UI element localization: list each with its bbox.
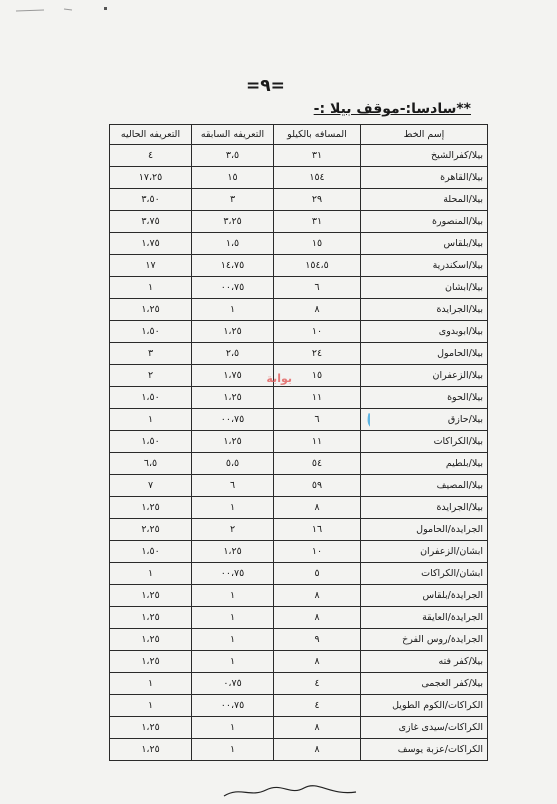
route-cell: الجرايدة/روس الفرخ bbox=[361, 629, 488, 651]
table-row bbox=[110, 519, 488, 541]
previous-fare-cell: ١ bbox=[192, 497, 274, 519]
route-cell: الجرايدة/الحامول bbox=[361, 519, 488, 541]
route-cell: بيلا/بلطيم bbox=[361, 453, 488, 475]
table-row bbox=[110, 497, 488, 519]
previous-fare-cell: ١٥ bbox=[192, 167, 274, 189]
current-fare-cell: ١ bbox=[110, 673, 192, 695]
current-fare-cell: ١،٥٠ bbox=[110, 541, 192, 563]
table-row bbox=[110, 255, 488, 277]
table-row bbox=[110, 563, 488, 585]
current-fare-cell: ١ bbox=[110, 409, 192, 431]
route-cell: بيلا/ابوبدوى bbox=[361, 321, 488, 343]
current-fare-cell: ١،٢٥ bbox=[110, 299, 192, 321]
table-row bbox=[110, 387, 488, 409]
distance-cell: ٣١ bbox=[274, 145, 361, 167]
current-fare-cell: ١،٢٥ bbox=[110, 717, 192, 739]
route-cell: بيلا/كفر العجمى bbox=[361, 673, 488, 695]
current-fare-cell: ١،٧٥ bbox=[110, 233, 192, 255]
route-cell: بيلا/الحوة bbox=[361, 387, 488, 409]
route-cell: بيلا/القاهرة bbox=[361, 167, 488, 189]
previous-fare-cell: ٠٠،٧٥ bbox=[192, 277, 274, 299]
current-fare-cell: ١،٢٥ bbox=[110, 651, 192, 673]
table-row bbox=[110, 717, 488, 739]
previous-fare-cell: ١،٢٥ bbox=[192, 541, 274, 563]
current-fare-cell: ٣،٥٠ bbox=[110, 189, 192, 211]
table-row bbox=[110, 629, 488, 651]
route-cell: بيلا/بلقاس bbox=[361, 233, 488, 255]
current-fare-cell: ٤ bbox=[110, 145, 192, 167]
current-fare-cell: ١،٢٥ bbox=[110, 497, 192, 519]
distance-cell: ٥٤ bbox=[274, 453, 361, 475]
table-row bbox=[110, 607, 488, 629]
route-cell: ابشان/الكراكات bbox=[361, 563, 488, 585]
previous-fare-cell: ٠،٧٥ bbox=[192, 673, 274, 695]
previous-fare-cell: ١ bbox=[192, 629, 274, 651]
table-row bbox=[110, 365, 488, 387]
distance-cell: ٩ bbox=[274, 629, 361, 651]
route-cell: بيلا/كفرالشيخ bbox=[361, 145, 488, 167]
table-row bbox=[110, 145, 488, 167]
table-row bbox=[110, 409, 488, 431]
previous-fare-cell: ١ bbox=[192, 717, 274, 739]
route-cell: بيلا/الجرايدة bbox=[361, 497, 488, 519]
current-fare-cell: ١٧،٢٥ bbox=[110, 167, 192, 189]
current-fare-cell: ١،٥٠ bbox=[110, 387, 192, 409]
distance-cell: ٣١ bbox=[274, 211, 361, 233]
table-row bbox=[110, 541, 488, 563]
route-cell: بيلا/ابشان bbox=[361, 277, 488, 299]
header-current-fare: التعريفه الحاليه bbox=[110, 125, 192, 145]
header-distance: المسافه بالكيلو bbox=[274, 125, 361, 145]
distance-cell: ١٥ bbox=[274, 233, 361, 255]
previous-fare-cell: ٥،٥ bbox=[192, 453, 274, 475]
previous-fare-cell: ١ bbox=[192, 739, 274, 761]
table-row bbox=[110, 475, 488, 497]
distance-cell: ١٥٤ bbox=[274, 167, 361, 189]
distance-cell: ١٠ bbox=[274, 541, 361, 563]
previous-fare-cell: ٣،٢٥ bbox=[192, 211, 274, 233]
route-cell: الكراكات/الكوم الطويل bbox=[361, 695, 488, 717]
previous-fare-cell: ٣ bbox=[192, 189, 274, 211]
current-fare-cell: ٢،٢٥ bbox=[110, 519, 192, 541]
previous-fare-cell: ٢ bbox=[192, 519, 274, 541]
table-row bbox=[110, 453, 488, 475]
route-cell: الجرايدة/بلقاس bbox=[361, 585, 488, 607]
route-cell: بيلا/حازق bbox=[361, 409, 488, 431]
route-cell: بيلا/اسكندرية bbox=[361, 255, 488, 277]
current-fare-cell: ٢ bbox=[110, 365, 192, 387]
previous-fare-cell: ٢،٥ bbox=[192, 343, 274, 365]
scan-corner-mark bbox=[14, 0, 114, 8]
table-row bbox=[110, 695, 488, 717]
route-cell: بيلا/الزعفران bbox=[361, 365, 488, 387]
distance-cell: ٨ bbox=[274, 299, 361, 321]
previous-fare-cell: ٦ bbox=[192, 475, 274, 497]
current-fare-cell: ١٧ bbox=[110, 255, 192, 277]
distance-cell: ١٠ bbox=[274, 321, 361, 343]
route-cell: بيلا/الكراكات bbox=[361, 431, 488, 453]
route-cell: ابشان/الزعفران bbox=[361, 541, 488, 563]
table-row bbox=[110, 739, 488, 761]
current-fare-cell: ١،٢٥ bbox=[110, 585, 192, 607]
previous-fare-cell: ١،٥ bbox=[192, 233, 274, 255]
route-cell: بيلا/الحامول bbox=[361, 343, 488, 365]
distance-cell: ٥ bbox=[274, 563, 361, 585]
previous-fare-cell: ١ bbox=[192, 651, 274, 673]
table-row bbox=[110, 299, 488, 321]
table-row bbox=[110, 673, 488, 695]
route-cell: بيلا/المحلة bbox=[361, 189, 488, 211]
table-row bbox=[110, 211, 488, 233]
table-row bbox=[110, 233, 488, 255]
table-row bbox=[110, 167, 488, 189]
previous-fare-cell: ١ bbox=[192, 585, 274, 607]
previous-fare-cell: ١ bbox=[192, 299, 274, 321]
distance-cell: ١١ bbox=[274, 387, 361, 409]
previous-fare-cell: ١،٢٥ bbox=[192, 431, 274, 453]
current-fare-cell: ١ bbox=[110, 563, 192, 585]
previous-fare-cell: ٠٠،٧٥ bbox=[192, 695, 274, 717]
header-previous-fare: التعريفه السابقه bbox=[192, 125, 274, 145]
route-cell: بيلا/كفر فته bbox=[361, 651, 488, 673]
table-row bbox=[110, 321, 488, 343]
distance-cell: ٨ bbox=[274, 585, 361, 607]
current-fare-cell: ٧ bbox=[110, 475, 192, 497]
current-fare-cell: ١،٢٥ bbox=[110, 629, 192, 651]
current-fare-cell: ٣،٧٥ bbox=[110, 211, 192, 233]
previous-fare-cell: ٠٠،٧٥ bbox=[192, 409, 274, 431]
previous-fare-cell: ١،٧٥ bbox=[192, 365, 274, 387]
distance-cell: ٥٩ bbox=[274, 475, 361, 497]
distance-cell: ١١ bbox=[274, 431, 361, 453]
distance-cell: ٨ bbox=[274, 497, 361, 519]
distance-cell: ٦ bbox=[274, 277, 361, 299]
route-cell: الكراكات/سيدى غازى bbox=[361, 717, 488, 739]
current-fare-cell: ١ bbox=[110, 695, 192, 717]
distance-cell: ٨ bbox=[274, 717, 361, 739]
previous-fare-cell: ١،٢٥ bbox=[192, 321, 274, 343]
route-cell: بيلا/الجرايدة bbox=[361, 299, 488, 321]
distance-cell: ٤ bbox=[274, 673, 361, 695]
watermark-small-text: بوابة bbox=[266, 372, 292, 385]
distance-cell: ١٥ bbox=[274, 365, 361, 387]
distance-cell: ١٥٤،٥ bbox=[274, 255, 361, 277]
table-row bbox=[110, 277, 488, 299]
previous-fare-cell: ١٤،٧٥ bbox=[192, 255, 274, 277]
distance-cell: ٤ bbox=[274, 695, 361, 717]
previous-fare-cell: ٣،٥ bbox=[192, 145, 274, 167]
distance-cell: ٨ bbox=[274, 607, 361, 629]
distance-cell: ١٦ bbox=[274, 519, 361, 541]
fare-table-body bbox=[110, 145, 488, 761]
distance-cell: ٨ bbox=[274, 739, 361, 761]
fare-table bbox=[109, 124, 488, 761]
current-fare-cell: ١،٥٠ bbox=[110, 431, 192, 453]
table-row bbox=[110, 189, 488, 211]
distance-cell: ٢٩ bbox=[274, 189, 361, 211]
route-cell: الكراكات/عزبة يوسف bbox=[361, 739, 488, 761]
table-row bbox=[110, 585, 488, 607]
header-route: إسم الخط bbox=[361, 125, 488, 145]
current-fare-cell: ١،٢٥ bbox=[110, 739, 192, 761]
table-row bbox=[110, 651, 488, 673]
distance-cell: ٢٤ bbox=[274, 343, 361, 365]
route-cell: بيلا/المنصورة bbox=[361, 211, 488, 233]
current-fare-cell: ١،٢٥ bbox=[110, 607, 192, 629]
distance-cell: ٦ bbox=[274, 409, 361, 431]
distance-cell: ٨ bbox=[274, 651, 361, 673]
current-fare-cell: ٦،٥ bbox=[110, 453, 192, 475]
page-number: =٩= bbox=[246, 76, 285, 96]
previous-fare-cell: ١ bbox=[192, 607, 274, 629]
table-header-row bbox=[110, 125, 488, 145]
previous-fare-cell: ١،٢٥ bbox=[192, 387, 274, 409]
current-fare-cell: ١،٥٠ bbox=[110, 321, 192, 343]
table-row bbox=[110, 343, 488, 365]
route-cell: بيلا/المصيف bbox=[361, 475, 488, 497]
table-row bbox=[110, 431, 488, 453]
previous-fare-cell: ٠٠،٧٥ bbox=[192, 563, 274, 585]
section-heading: **سادسا:-موقف بيلا :- bbox=[313, 101, 471, 117]
current-fare-cell: ٣ bbox=[110, 343, 192, 365]
signature bbox=[220, 784, 360, 800]
current-fare-cell: ١ bbox=[110, 277, 192, 299]
route-cell: الجرايدة/العايقة bbox=[361, 607, 488, 629]
